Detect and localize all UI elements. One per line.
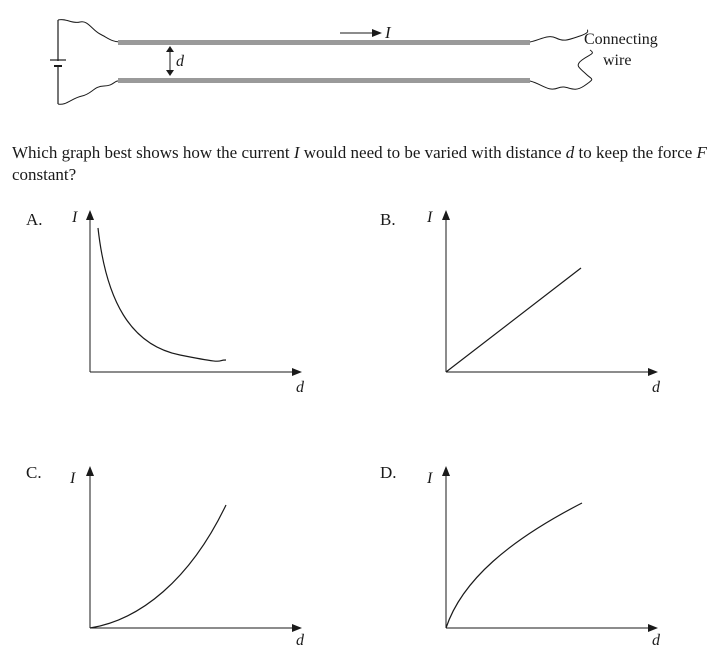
question-var-force: F bbox=[696, 143, 707, 162]
graph-d-x-arrow bbox=[648, 624, 658, 632]
graph-c-y-label: I bbox=[70, 470, 76, 487]
question-part-4: constant? bbox=[12, 165, 77, 184]
current-arrow-head bbox=[372, 29, 382, 37]
battery-gap bbox=[56, 61, 60, 65]
wire-label-line2: wire bbox=[603, 52, 632, 69]
parallel-wires-diagram bbox=[50, 20, 658, 105]
option-d-label: D. bbox=[380, 463, 397, 482]
distance-arrow-down-head bbox=[166, 70, 174, 76]
right-bottom-connector bbox=[530, 50, 592, 89]
graph-d-y-arrow bbox=[442, 466, 450, 476]
option-c-label: C. bbox=[26, 463, 42, 482]
graph-a-curve bbox=[98, 228, 226, 361]
question-var-current: I bbox=[293, 143, 300, 162]
bottom-wire-rail bbox=[118, 78, 530, 83]
top-wire-rail bbox=[118, 40, 530, 45]
graph-a bbox=[26, 209, 305, 396]
graph-c-x-arrow bbox=[292, 624, 302, 632]
left-top-connector bbox=[58, 20, 120, 42]
graph-c-y-arrow bbox=[86, 466, 94, 476]
question-part-1: Which graph best shows how the current bbox=[12, 143, 294, 162]
question-text bbox=[12, 142, 712, 186]
left-bottom-connector bbox=[58, 81, 120, 104]
current-label: I bbox=[385, 23, 391, 42]
graph-a-x-arrow bbox=[292, 368, 302, 376]
question-var-distance: d bbox=[565, 143, 575, 162]
graph-c bbox=[26, 463, 305, 649]
graph-b bbox=[380, 209, 661, 396]
graph-d-x-label: d bbox=[652, 632, 660, 649]
right-top-connector bbox=[530, 30, 588, 42]
graph-b-y-arrow bbox=[442, 210, 450, 220]
graph-b-y-label: I bbox=[427, 209, 433, 226]
graph-b-x-label: d bbox=[652, 379, 660, 396]
graph-d-curve bbox=[446, 503, 582, 628]
graph-a-y-arrow bbox=[86, 210, 94, 220]
option-b-label: B. bbox=[380, 210, 396, 229]
graph-c-x-label: d bbox=[296, 632, 304, 649]
option-a-label: A. bbox=[26, 210, 43, 229]
graph-b-x-arrow bbox=[648, 368, 658, 376]
wire-label-line1: Connecting bbox=[584, 31, 658, 48]
distance-arrow-up-head bbox=[166, 46, 174, 52]
graph-d bbox=[380, 463, 661, 649]
distance-label: d bbox=[176, 53, 184, 70]
graph-d-y-label: I bbox=[427, 470, 433, 487]
question-part-3: to keep the force bbox=[574, 143, 697, 162]
question-part-2: would need to be varied with distance bbox=[299, 143, 566, 162]
graph-a-y-label: I bbox=[72, 209, 78, 226]
graph-a-x-label: d bbox=[296, 379, 304, 396]
graph-c-curve bbox=[90, 505, 226, 628]
graph-b-curve bbox=[446, 268, 581, 372]
